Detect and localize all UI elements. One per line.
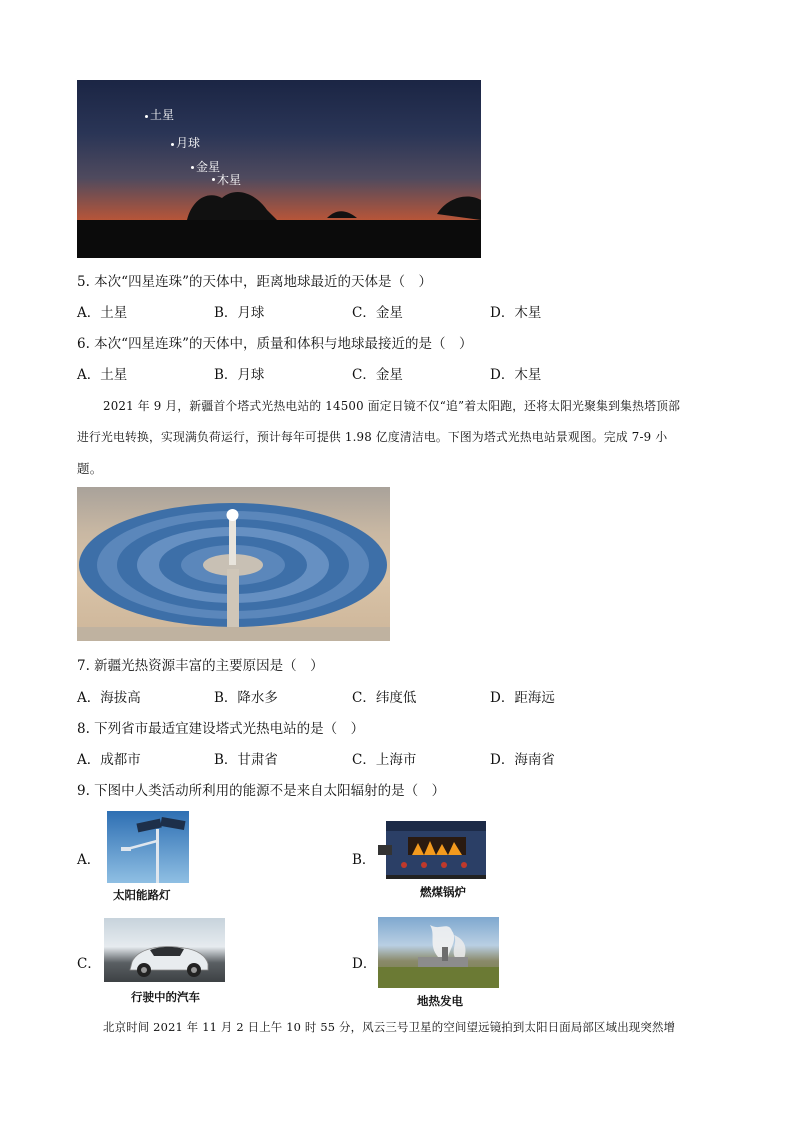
q5-option-d: D．木星 [490, 305, 542, 321]
passage-1-line-1: 2021 年 9 月，新疆首个塔式光热电站的 14500 面定日镜不仅“追”着太阳跑，还将太阳光聚集到集热塔顶部 [103, 399, 681, 413]
four-planets-photo [77, 80, 481, 258]
question-6: 6. 本次“四星连珠”的天体中，质量和体积与地球最接近的是（ ） [77, 336, 473, 352]
q7-option-c: C．纬度低 [352, 690, 417, 706]
venus-dot [191, 166, 194, 169]
label-saturn: 土星 [150, 108, 175, 122]
q6-option-b: B．月球 [214, 367, 265, 383]
q5-option-b: B．月球 [214, 305, 265, 321]
geothermal-plant-image [378, 917, 499, 988]
q9-choice-d-letter: D． [352, 956, 377, 972]
passage-1-line-2: 进行光电转换，实现满负荷运行，预计每年可提供 1.98 亿度清洁电。下图为塔式光热电站景观图。完成 7-9 小 [77, 430, 668, 444]
solar-tower-plant-photo [77, 487, 390, 641]
tree-silhouette [77, 180, 481, 258]
q9-choice-a-caption: 太阳能路灯 [113, 888, 171, 902]
q6-option-c: C．金星 [352, 367, 403, 383]
saturn-dot [145, 115, 148, 118]
q9-choice-c-caption: 行驶中的汽车 [131, 990, 200, 1004]
heliostat-field [77, 487, 390, 641]
q8-option-a: A．成都市 [77, 752, 141, 768]
q9-choice-b-letter: B． [352, 852, 376, 868]
q7-option-a: A．海拔高 [77, 690, 141, 706]
label-moon: 月球 [176, 136, 201, 150]
passage-2-line-1: 北京时间 2021 年 11 月 2 日上午 10 时 55 分，风云三号卫星的空间望远镜拍到太阳日面局部区域出现突然增 [103, 1020, 676, 1034]
driving-car-image [104, 918, 225, 982]
q9-choice-c-letter: C． [77, 956, 101, 972]
q9-choice-b-caption: 燃煤锅炉 [420, 885, 466, 899]
q8-option-b: B．甘肃省 [214, 752, 278, 768]
q5-option-c: C．金星 [352, 305, 403, 321]
solar-street-lamp-image [107, 811, 189, 883]
q8-option-d: D．海南省 [490, 752, 555, 768]
q9-choice-a-letter: A． [77, 852, 101, 868]
q6-option-a: A．土星 [77, 367, 128, 383]
question-8: 8. 下列省市最适宜建设塔式光热电站的是（ ） [77, 721, 365, 737]
q6-option-d: D．木星 [490, 367, 542, 383]
question-5: 5. 本次“四星连珠”的天体中，距离地球最近的天体是（ ） [77, 274, 432, 290]
question-9: 9. 下图中人类活动所利用的能源不是来自太阳辐射的是（ ） [77, 783, 446, 799]
q7-option-b: B．降水多 [214, 690, 278, 706]
q5-option-a: A．土星 [77, 305, 128, 321]
q9-choice-d-caption: 地热发电 [417, 994, 463, 1008]
label-venus: 金星 [196, 160, 221, 174]
q7-option-d: D．距海远 [490, 690, 555, 706]
coal-boiler-image [378, 815, 492, 881]
question-7: 7. 新疆光热资源丰富的主要原因是（ ） [77, 658, 324, 674]
q8-option-c: C．上海市 [352, 752, 417, 768]
label-jupiter: 木星 [217, 173, 242, 187]
passage-1-line-3: 题。 [77, 461, 103, 476]
moon-dot [171, 143, 174, 146]
